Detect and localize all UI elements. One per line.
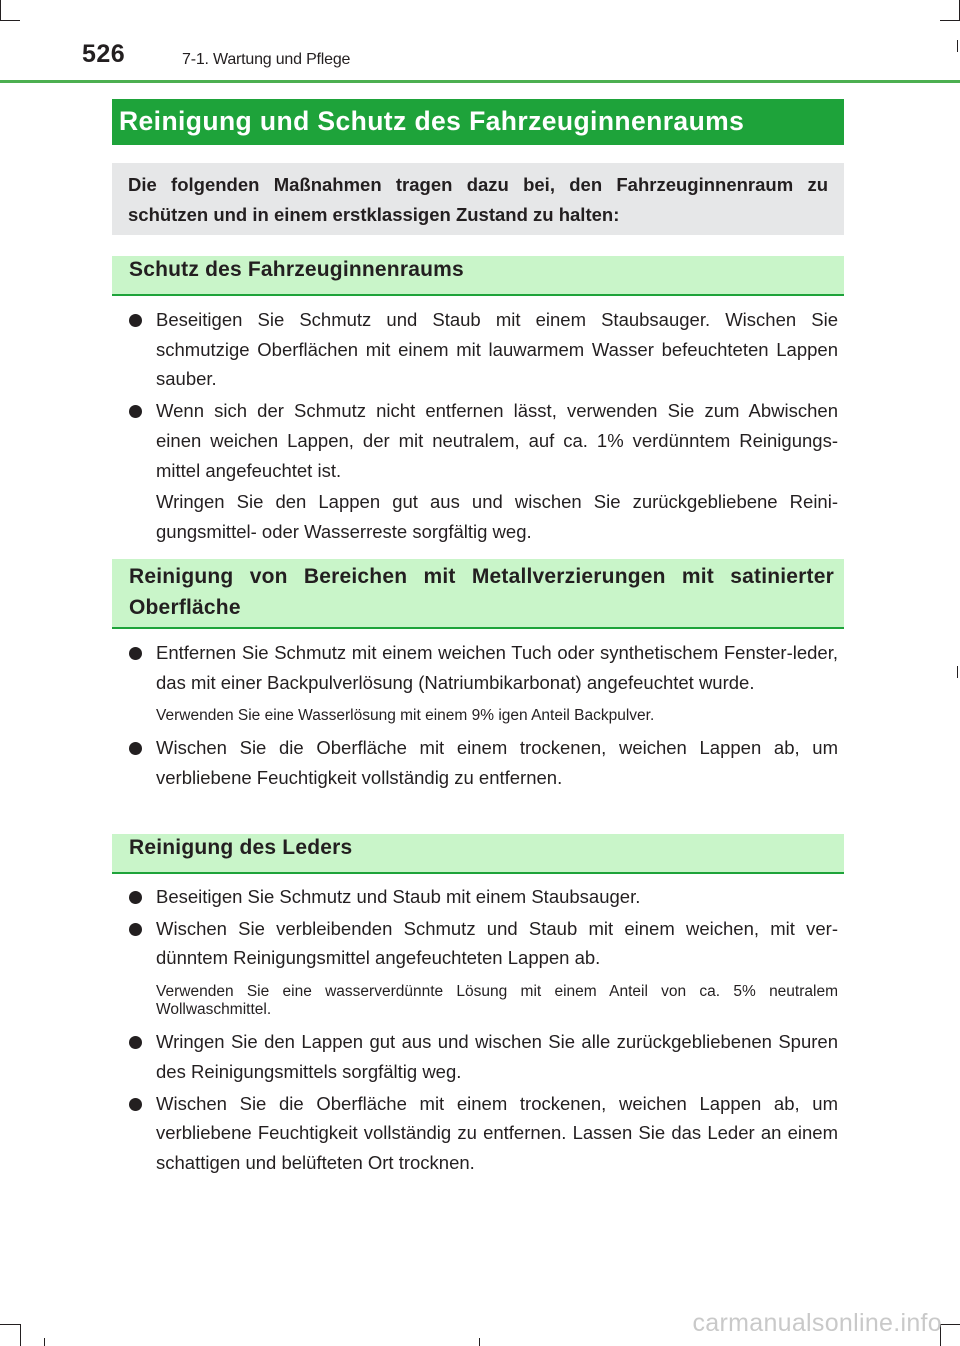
list-item-text: Wringen Sie den Lappen gut aus und wischen Sie alle zurückgebliebenen Spuren des Reinigungsmittels sorgfältig weg. bbox=[156, 1031, 838, 1082]
section-list-metal-trim bbox=[128, 638, 838, 795]
crop-mark bbox=[0, 0, 1, 20]
list-item-continuation: Wringen Sie den Lappen gut aus und wischen Sie zurückgebliebene Reini-gungsmittel- oder Wasserreste sorgfältig weg. bbox=[156, 491, 838, 542]
page-number: 526 bbox=[82, 40, 126, 68]
crop-mark bbox=[940, 1324, 960, 1325]
crop-mark bbox=[957, 666, 958, 678]
bullet-icon bbox=[129, 314, 142, 327]
list-item-text: Wenn sich der Schmutz nicht entfernen lässt, verwenden Sie zum Abwischen einen weichen Lappen, der mit neutralem, auf ca. 1% verdünntem Reinigungs-mittel angefeuchtet ist. bbox=[156, 400, 838, 481]
intro-box bbox=[112, 163, 844, 235]
list-item-text: Wischen Sie die Oberfläche mit einem trockenen, weichen Lappen ab, um verbliebene Feuchtigkeit vollständig zu entfernen. bbox=[156, 737, 838, 789]
list-item bbox=[128, 396, 838, 485]
section-heading-leather bbox=[112, 834, 844, 874]
chapter-title: 7-1. Wartung und Pflege bbox=[182, 51, 351, 68]
section-heading-text: Schutz des Fahrzeuginnenraums bbox=[129, 258, 464, 281]
crop-mark bbox=[0, 20, 20, 21]
section-heading-text: Reinigung von Bereichen mit Metallverzierungen mit satinierter Oberfläche bbox=[129, 565, 834, 619]
intro-text: Die folgenden Maßnahmen tragen dazu bei, den Fahrzeuginnenraum zu schützen und in einem erstklassigen Zustand zu halten: bbox=[128, 174, 828, 225]
list-item bbox=[128, 733, 838, 792]
note-text: Verwenden Sie eine Wasserlösung mit einem 9% igen Anteil Backpulver. bbox=[156, 707, 655, 725]
list-item bbox=[128, 914, 838, 973]
bullet-icon bbox=[129, 891, 142, 904]
section-heading-text: Reinigung des Leders bbox=[129, 836, 353, 859]
list-item bbox=[128, 882, 838, 912]
list-item bbox=[128, 1027, 838, 1086]
section-heading-protection bbox=[112, 256, 844, 296]
bullet-icon bbox=[129, 1098, 142, 1111]
list-item-text: Wischen Sie verbleibenden Schmutz und Staub mit einem weichen, mit ver-dünntem Reinigungsmittel angefeuchteten Lappen ab. bbox=[156, 917, 838, 969]
page-title: Reinigung und Schutz des Fahrzeuginnenraums bbox=[112, 99, 844, 145]
list-item bbox=[128, 1089, 838, 1178]
note-text: Verwenden Sie eine wasserverdünnte Lösung mit einem Anteil von ca. 5% neutralem Wollwaschmittel. bbox=[156, 983, 838, 1019]
crop-mark bbox=[940, 20, 960, 21]
crop-mark bbox=[44, 1338, 45, 1346]
list-item-text: Beseitigen Sie Schmutz und Staub mit einem Staubsauger. Wischen Sie schmutzige Oberflächen mit einem mit lauwarmem Wasser befeuchteten Lappen sauber. bbox=[156, 309, 838, 390]
list-item bbox=[128, 305, 838, 394]
list-item-text: Beseitigen Sie Schmutz und Staub mit einem Staubsauger. bbox=[156, 886, 641, 907]
bullet-icon bbox=[129, 647, 142, 660]
bullet-icon bbox=[129, 742, 142, 755]
crop-mark bbox=[0, 1324, 20, 1325]
crop-mark bbox=[479, 1338, 480, 1346]
section-heading-metal-trim bbox=[112, 559, 844, 629]
crop-mark bbox=[20, 1324, 21, 1346]
bullet-icon bbox=[129, 405, 142, 418]
section-list-protection bbox=[128, 305, 838, 547]
section-list-leather bbox=[128, 882, 838, 1180]
watermark: carmanualsonline.info bbox=[692, 1309, 942, 1337]
bullet-icon bbox=[129, 1036, 142, 1049]
list-item-text: Wischen Sie die Oberfläche mit einem trockenen, weichen Lappen ab, um verbliebene Feuchtigkeit vollständig zu entfernen. Lassen Sie das Leder an einem schattigen und belüfteten Ort trocknen. bbox=[156, 1092, 838, 1173]
list-item bbox=[128, 638, 838, 697]
bullet-icon bbox=[129, 923, 142, 936]
header-rule bbox=[0, 80, 960, 83]
crop-mark bbox=[957, 40, 958, 52]
list-item-text: Entfernen Sie Schmutz mit einem weichen Tuch oder synthetischem Fenster-leder, das mit einer Backpulverlösung (Natriumbikarbonat) angefeuchtet wurde. bbox=[156, 642, 838, 693]
